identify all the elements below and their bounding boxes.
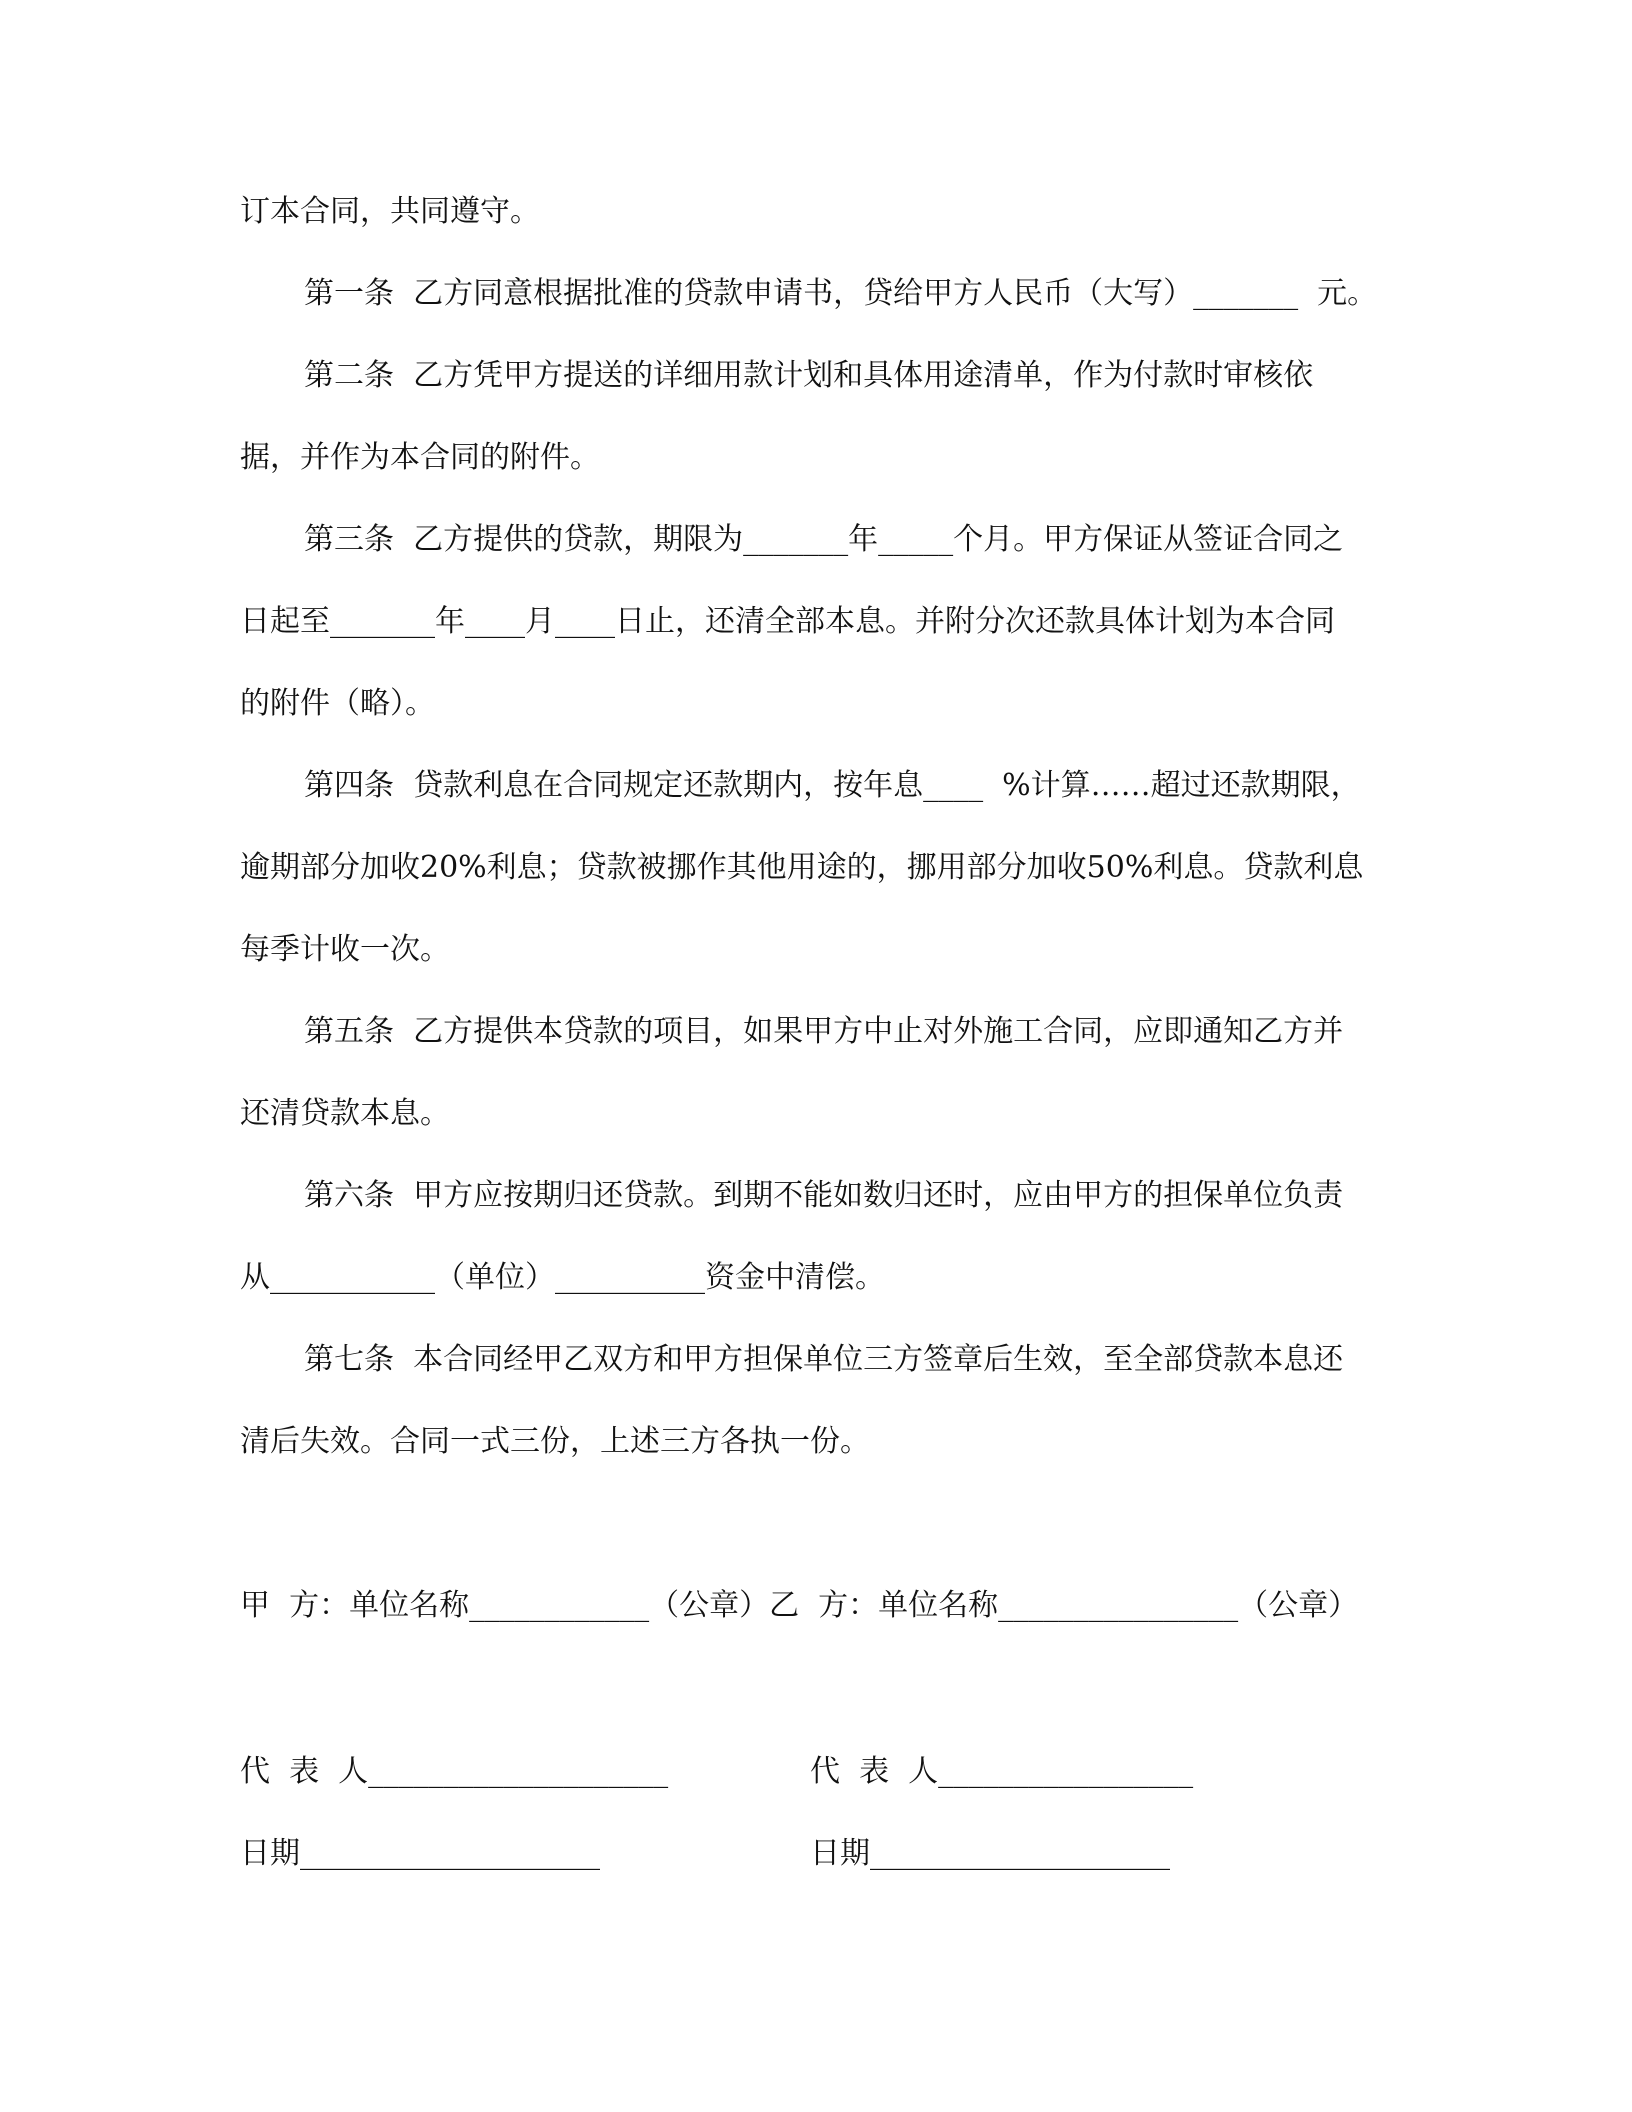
article-7: 第七条 本合同经甲乙双方和甲方担保单位三方签章后生效，至全部贷款本息还 bbox=[304, 1342, 1344, 1377]
body-line: 每季计收一次。 bbox=[240, 932, 450, 967]
body-line: 从___________（单位）__________资金中清偿。 bbox=[240, 1260, 885, 1295]
body-line: 据，并作为本合同的附件。 bbox=[240, 440, 600, 475]
body-line: 逾期部分加收20%利息；贷款被挪作其他用途的，挪用部分加收50%利息。贷款利息 bbox=[240, 850, 1364, 885]
body-line: 的附件（略）。 bbox=[240, 686, 435, 721]
article-4: 第四条 贷款利息在合同规定还款期内，按年息____ %计算……超过还款期限， bbox=[304, 768, 1361, 803]
body-line: 日起至_______年____月____日止，还清全部本息。并附分次还款具体计划为本合同 bbox=[240, 604, 1335, 639]
article-3: 第三条 乙方提供的贷款，期限为_______年_____个月。甲方保证从签证合同之 bbox=[304, 522, 1344, 557]
article-2: 第二条 乙方凭甲方提送的详细用款计划和具体用途清单，作为付款时审核依 bbox=[304, 358, 1314, 393]
article-5: 第五条 乙方提供本贷款的项目，如果甲方中止对外施工合同，应即通知乙方并 bbox=[304, 1014, 1344, 1049]
representative-a: 代 表 人____________________ bbox=[240, 1754, 669, 1789]
date-a: 日期____________________ bbox=[240, 1836, 600, 1871]
party-signature-line: 甲 方：单位名称____________（公章）乙 方：单位名称________________（公章） bbox=[240, 1588, 1359, 1623]
article-6: 第六条 甲方应按期归还贷款。到期不能如数归还时，应由甲方的担保单位负责 bbox=[304, 1178, 1344, 1213]
date-b: 日期____________________ bbox=[810, 1836, 1170, 1871]
representative-b: 代 表 人_________________ bbox=[810, 1754, 1194, 1789]
article-1: 第一条 乙方同意根据批准的贷款申请书，贷给甲方人民币（大写）_______ 元。 bbox=[304, 276, 1378, 311]
body-line: 还清贷款本息。 bbox=[240, 1096, 450, 1131]
body-line: 订本合同，共同遵守。 bbox=[240, 194, 540, 229]
body-line: 清后失效。合同一式三份，上述三方各执一份。 bbox=[240, 1424, 870, 1459]
